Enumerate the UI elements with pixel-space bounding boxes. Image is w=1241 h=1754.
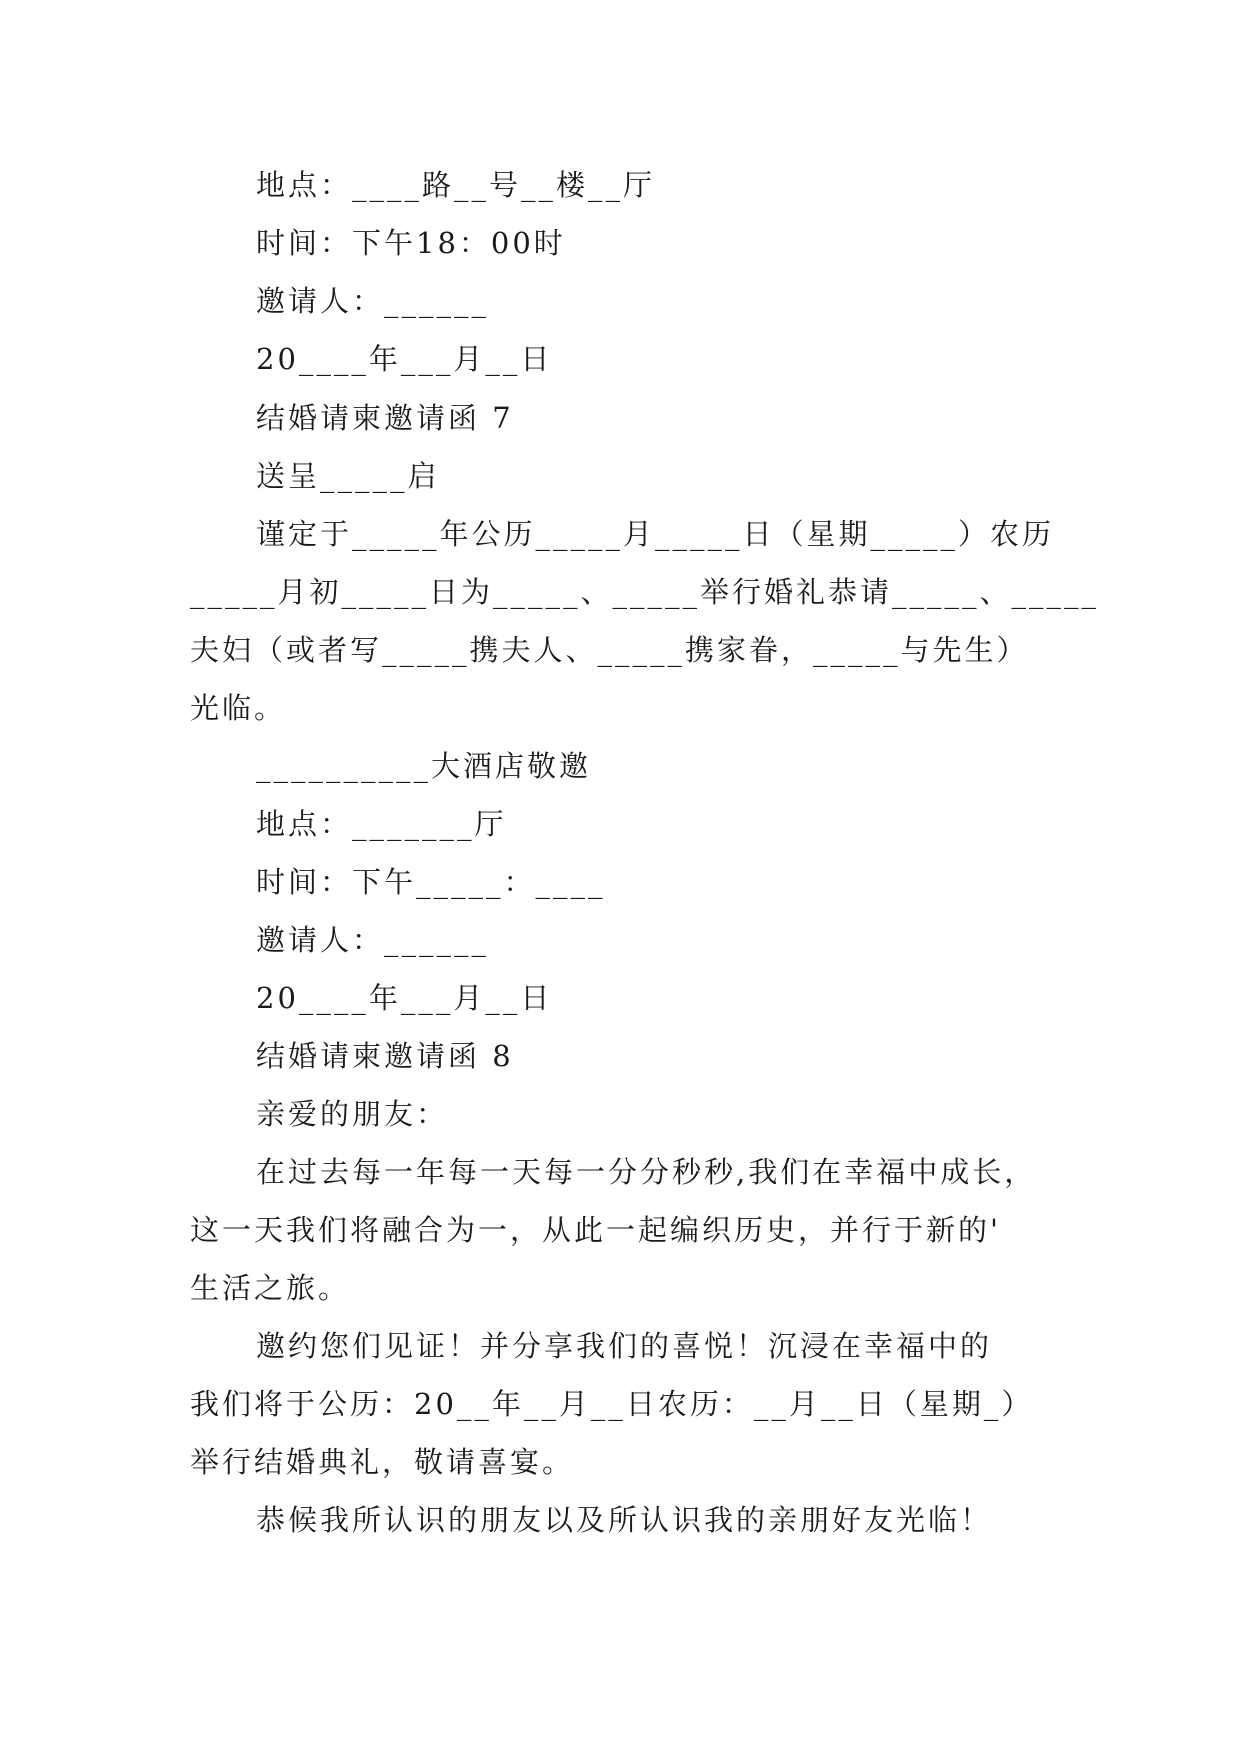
time-line: 时间：下午18：00时: [256, 226, 566, 260]
hotel-line: __________大酒店敬邀: [256, 749, 592, 783]
paragraph-line: 在过去每一年每一天每一分分秒秒,我们在幸福中成长，: [256, 1155, 1037, 1189]
section-heading-7: 结婚请柬邀请函 7: [256, 401, 514, 435]
date-line: 20____年___月__日: [256, 981, 553, 1015]
paragraph-line: 邀约您们见证！并分享我们的喜悦！沉浸在幸福中的: [256, 1329, 993, 1363]
paragraph-line: 夫妇（或者写_____携夫人、_____携家眷，_____与先生）: [190, 633, 1029, 667]
venue-address-line: 地点：____路__号__楼__厅: [256, 168, 656, 202]
paragraph-line: 举行结婚典礼，敬请喜宴。: [190, 1445, 575, 1479]
paragraph-line: 光临。: [190, 691, 287, 725]
paragraph-line: 我们将于公历：20__年__月__日农历：__月__日（星期_）: [190, 1387, 1034, 1421]
salutation-line: 亲爱的朋友：: [256, 1097, 449, 1131]
section-heading-8: 结婚请柬邀请函 8: [256, 1039, 514, 1073]
paragraph-line: _____月初_____日为_____、_____举行婚礼恭请_____、_____: [190, 575, 1100, 609]
inviter-line: 邀请人：______: [256, 284, 490, 318]
recipient-line: 送呈_____启: [256, 459, 440, 493]
closing-line: 恭候我所认识的朋友以及所认识我的亲朋好友光临！: [256, 1503, 993, 1537]
paragraph-line: 这一天我们将融合为一，从此一起编织历史，并行于新的': [190, 1213, 1001, 1247]
paragraph-line: 生活之旅。: [190, 1271, 351, 1305]
paragraph-line: 谨定于_____年公历_____月_____日（星期_____）农历: [256, 517, 1055, 551]
time-line: 时间：下午_____：____: [256, 865, 606, 899]
venue-line: 地点：_______厅: [256, 807, 507, 841]
inviter-line: 邀请人：______: [256, 923, 490, 957]
date-line: 20____年___月__日: [256, 342, 553, 376]
